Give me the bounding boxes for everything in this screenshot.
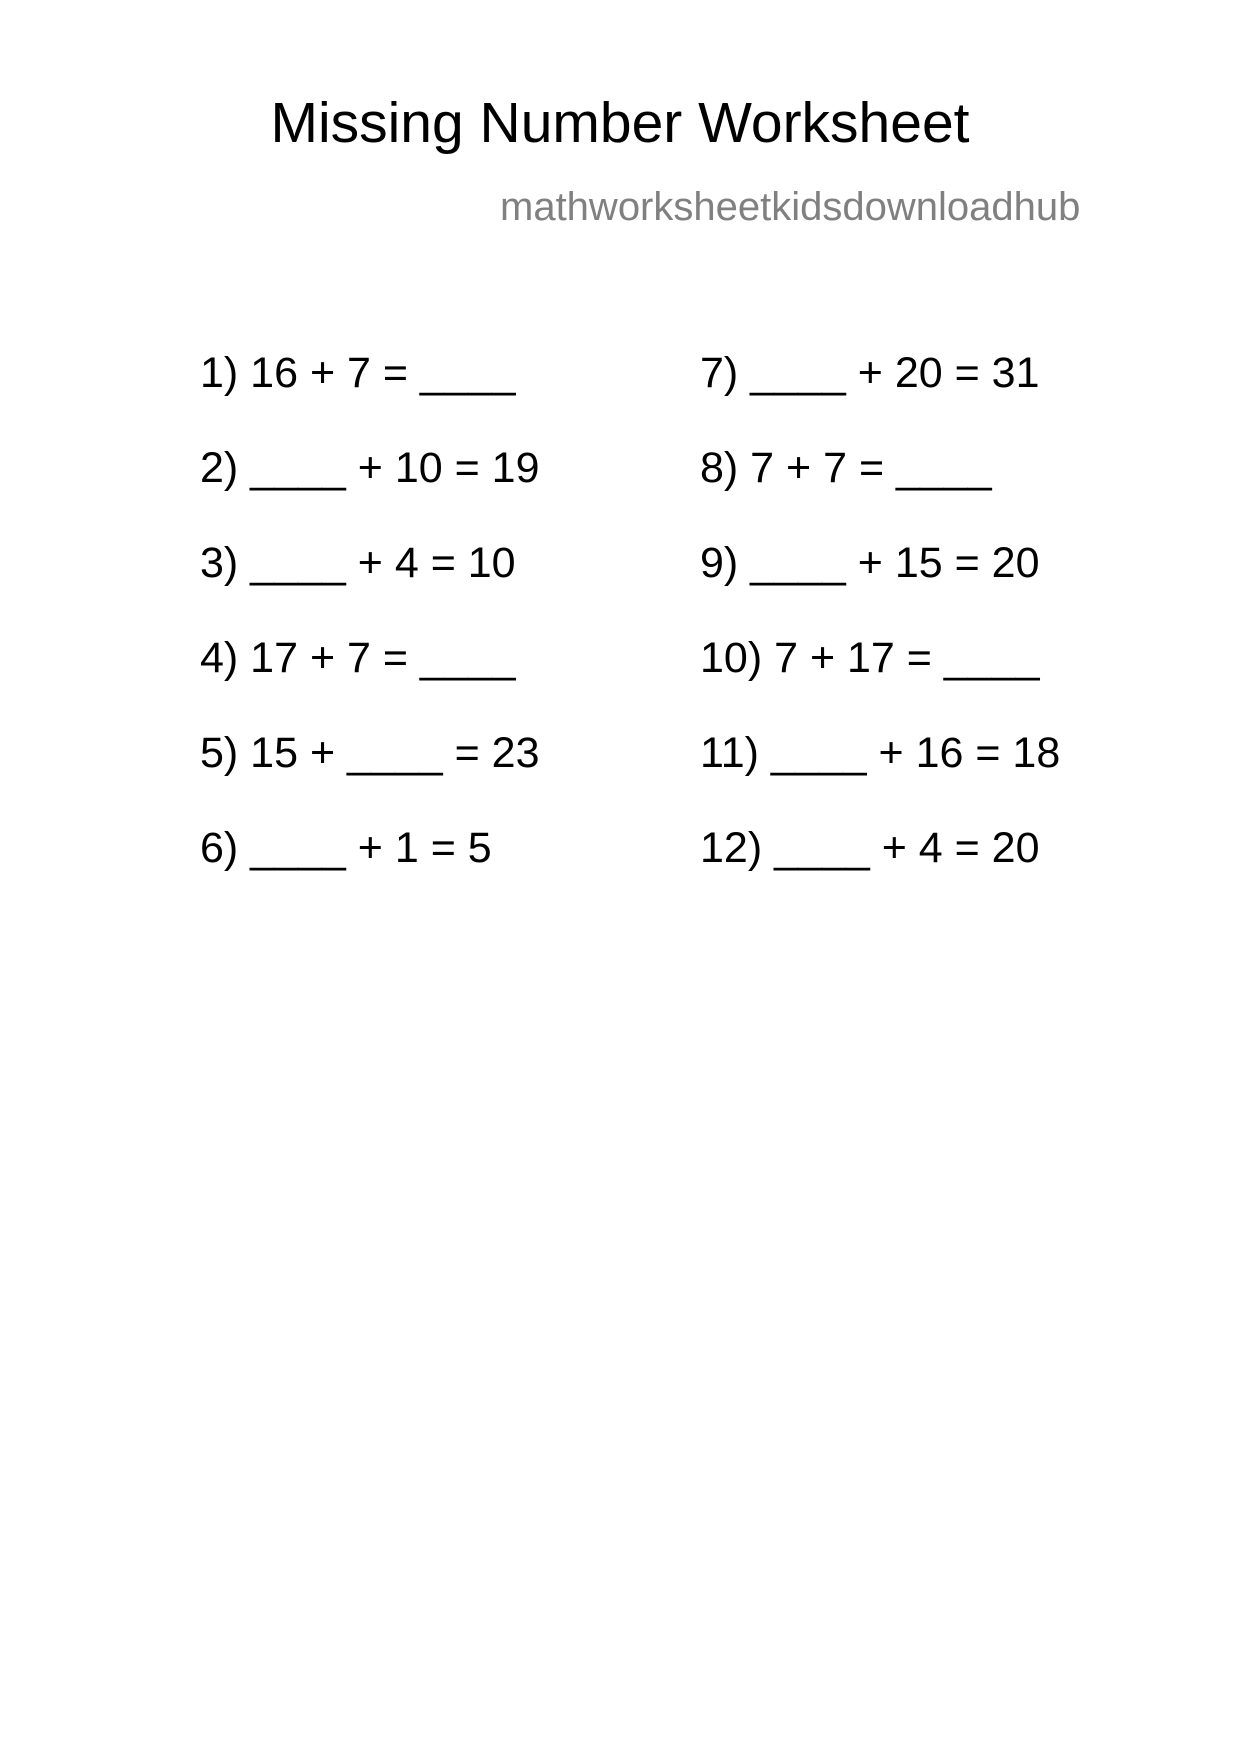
problem-3: 3) ____ + 4 = 10 (200, 539, 516, 587)
page-subtitle: mathworksheetkidsdownloadhub (500, 185, 1081, 229)
problem-6: 6) ____ + 1 = 5 (200, 824, 492, 872)
problem-12: 12) ____ + 4 = 20 (700, 824, 1040, 872)
problem-2: 2) ____ + 10 = 19 (200, 444, 540, 492)
problem-1: 1) 16 + 7 = ____ (200, 349, 516, 397)
page-title: Missing Number Worksheet (270, 91, 970, 155)
problem-9: 9) ____ + 15 = 20 (700, 539, 1040, 587)
problem-5: 5) 15 + ____ = 23 (200, 729, 540, 777)
problem-7: 7) ____ + 20 = 31 (700, 349, 1040, 397)
problem-4: 4) 17 + 7 = ____ (200, 634, 516, 682)
problem-10: 10) 7 + 17 = ____ (700, 634, 1040, 682)
problem-11: 11) ____ + 16 = 18 (700, 729, 1061, 777)
problem-8: 8) 7 + 7 = ____ (700, 444, 992, 492)
problem-column-left (200, 349, 540, 922)
problem-column-right (700, 349, 1061, 922)
